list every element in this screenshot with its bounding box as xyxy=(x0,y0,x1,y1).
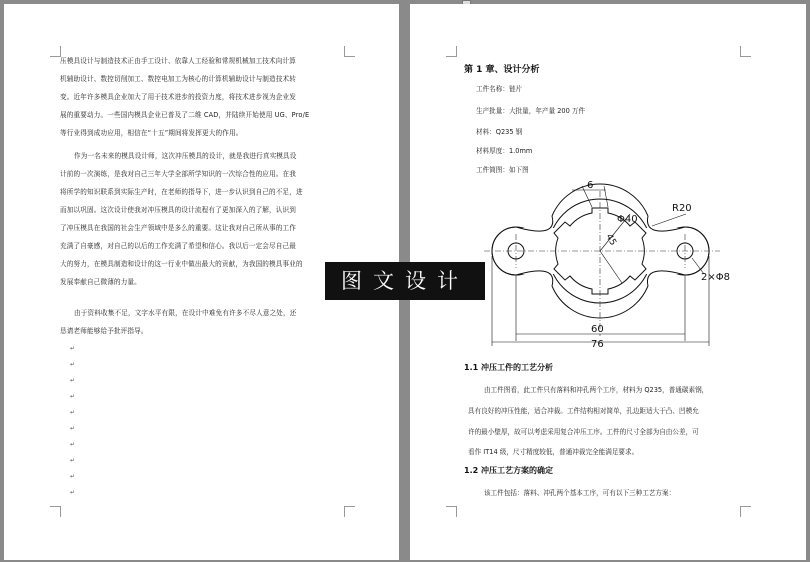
crop-mark xyxy=(50,506,61,517)
dim-bore: Φ40 xyxy=(617,214,638,225)
paragraph-line: 压模具设计与制造技术正由手工设计、依靠人工经验和常规机械加工技术向计算 xyxy=(60,57,297,65)
section-heading-1-1: 1.1 冲压工件的工艺分析 xyxy=(464,363,553,372)
paragraph-line: 充满了自豪感，对自己的以后的工作充满了希望和信心。我以后一定会尽自己最 xyxy=(60,242,297,250)
section-heading-1-2: 1.2 冲压工艺方案的确定 xyxy=(464,466,553,475)
crop-mark xyxy=(50,46,61,57)
paragraph-line: 由工件图看，此工件只有落料和冲孔两个工序，材料为 Q235，普通碳素钢， xyxy=(484,386,709,394)
paragraph-mark: ↵ xyxy=(70,441,76,448)
dim-center-distance: 60 xyxy=(591,324,604,335)
paragraph-line: 看作 IT14 级，尺寸精度较低，普通冲裁完全能满足要求。 xyxy=(468,448,639,456)
paragraph-line: 由于资料收集不足，文字水平有限，在设计中难免有许多不尽人意之处，还 xyxy=(74,309,297,317)
paragraph-line: 该工件包括：落料、冲孔两个基本工序，可有以下三种工艺方案： xyxy=(484,489,676,497)
paragraph-mark: ↵ xyxy=(70,409,76,416)
field-batch: 生产批量：大批量，年产量 200 万件 xyxy=(476,107,586,115)
field-part-name: 工件名称：链片 xyxy=(476,85,523,93)
crop-mark xyxy=(344,506,355,517)
paragraph-line: 机辅助设计、数控切削加工、数控电加工为核心的计算机辅助设计与制造技术转 xyxy=(60,75,297,83)
paragraph-mark: ↵ xyxy=(70,425,76,432)
paragraph-line: 作为一名未来的模具设计师，这次冲压模具的设计，就是我进行真实模具设 xyxy=(74,152,297,160)
paragraph-line: 等行业得到成功应用，相信在“十五”期间将发挥更大的作用。 xyxy=(60,129,243,137)
watermark-banner: 图文设计 xyxy=(325,262,485,300)
field-material: 材料：Q235 钢 xyxy=(476,128,523,136)
crop-mark xyxy=(446,46,457,57)
dim-slot-width: 6 xyxy=(587,180,594,191)
dim-angle: 45 xyxy=(603,232,618,248)
paragraph-mark: ↵ xyxy=(70,377,76,384)
field-sketch: 工件简图：如下图 xyxy=(476,166,529,174)
paragraph-mark: ↵ xyxy=(70,345,76,352)
dim-overall-length: 76 xyxy=(591,339,604,348)
paragraph-line: 而加以巩固。这次设计使我对冲压模具的设计流程有了更加深入的了解，认识到 xyxy=(60,206,297,214)
paragraph-line: 变。近年许多模具企业加大了用于技术进步的投资力度，将技术进步视为企业发 xyxy=(60,93,297,101)
paragraph-line: 了冲压模具在我国的社会生产领域中是多么的重要。这让我对自己所从事的工作 xyxy=(60,224,297,232)
crop-mark xyxy=(740,46,751,57)
paragraph-line: 计前的一次演练，是我对自己三年大学全部所学知识的一次综合性的应用。在我 xyxy=(60,170,297,178)
paragraph-line: 恳请老师能够给予批评指导。 xyxy=(60,327,148,335)
paragraph-line: 具有良好的冲压性能，适合冲裁。工件结构相对简单，孔边距适大于凸、凹模允 xyxy=(468,407,699,415)
crop-mark xyxy=(446,506,457,517)
paragraph-line: 将所学的知识联系到实际生产时，在老师的指导下，进一步认识到自己的不足，进 xyxy=(60,188,303,196)
paragraph-mark: ↵ xyxy=(70,393,76,400)
dim-holes: 2×Φ8 xyxy=(701,272,730,283)
field-thickness: 材料厚度：1.0mm xyxy=(476,147,533,155)
dim-radius: R20 xyxy=(672,203,692,214)
paragraph-mark: ↵ xyxy=(70,473,76,480)
paragraph-mark: ↵ xyxy=(70,361,76,368)
paragraph-line: 发展奉献自己微薄的力量。 xyxy=(60,278,141,286)
chapter-title: 第 1 章、设计分析 xyxy=(464,65,540,75)
paragraph-line: 大的努力，在模具制造和设计的这一行业中做出最大的贡献，为我国的模具事业的 xyxy=(60,260,303,268)
part-drawing xyxy=(480,176,730,348)
paragraph-line: 展的重要动力。一些国内模具企业已普及了二维 CAD，并陆续开始使用 UG、Pro/E xyxy=(60,111,310,119)
crop-mark xyxy=(740,506,751,517)
paragraph-line: 许的最小壁厚，故可以考虑采用复合冲压工序。工件的尺寸全部为自由公差，可 xyxy=(468,428,699,436)
paragraph-mark: ↵ xyxy=(70,457,76,464)
paragraph-mark: ↵ xyxy=(70,489,76,496)
crop-mark xyxy=(344,46,355,57)
